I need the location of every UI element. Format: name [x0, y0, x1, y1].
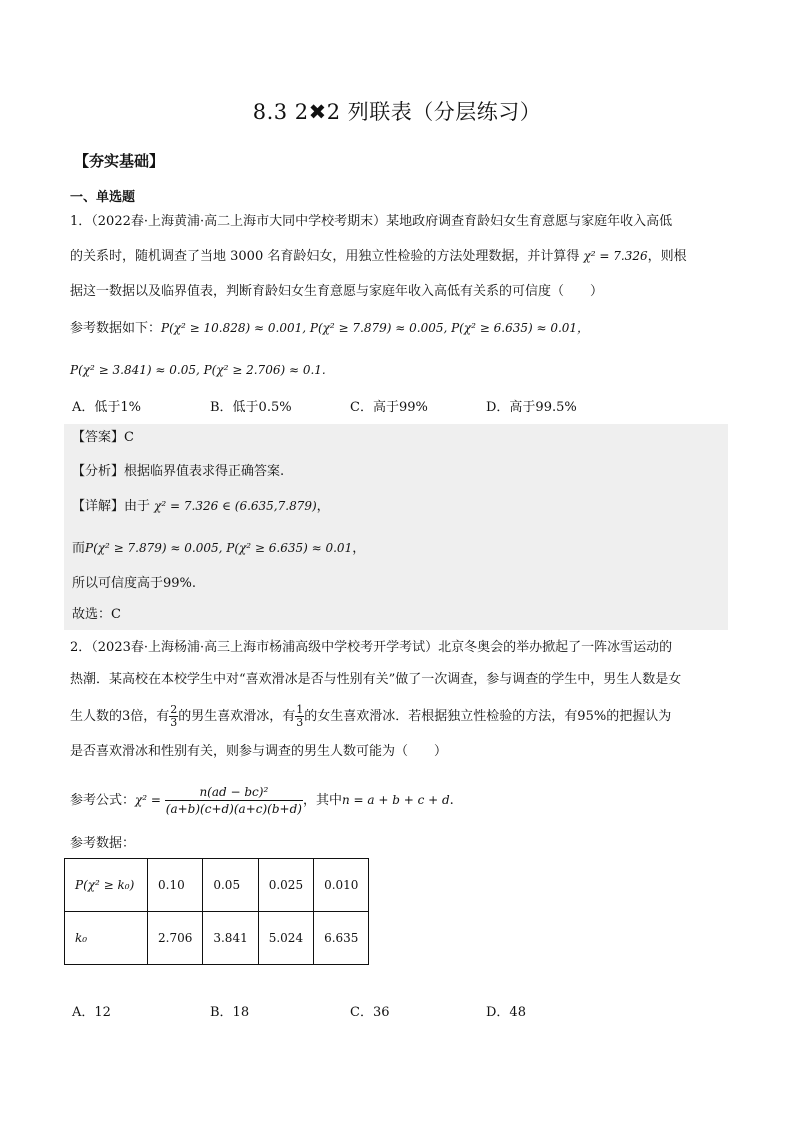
- q2-formula-fraction: [165, 784, 303, 817]
- q2-fraction-1-3: [295, 704, 304, 729]
- table-cell: 5.024: [258, 912, 313, 965]
- q2-formula-den: (a+b)(c+d)(a+c)(b+d): [165, 802, 302, 816]
- table-cell: 0.025: [258, 859, 313, 912]
- q1-detail2-prefix: 而: [72, 541, 86, 556]
- q1-ref-values1: P(χ² ≥ 10.828) ≈ 0.001, P(χ² ≥ 7.879) ≈ 0.005, P(χ² ≥ 6.635) ≈ 0.01，: [161, 321, 590, 335]
- q1-detail-suffix: ，: [316, 499, 330, 514]
- page-title: 8.3 2✖2 列联表（分层练习）: [252, 100, 542, 124]
- q2-line4: 是否喜欢滑冰和性别有关，则参与调查的男生人数可能为（ ）: [70, 744, 448, 759]
- q2-choice-a: A．12: [72, 1005, 111, 1020]
- table-header-cell: P(χ² ≥ k₀): [65, 859, 148, 912]
- frac2-num: 1: [296, 703, 304, 716]
- q2-formula-prefix: 参考公式：: [70, 793, 136, 808]
- q2-formula-end: .: [449, 793, 454, 808]
- table-cell: 6.635: [314, 912, 369, 965]
- table-cell: 2.706: [148, 912, 203, 965]
- section-heading: 【夯实基础】: [74, 152, 165, 170]
- q2-line3a: 生人数的3倍，有: [70, 709, 170, 724]
- q1-detail-formula: χ² = 7.326 ∈ (6.635,7.879): [154, 499, 317, 513]
- q1-detail2-suffix: ，: [352, 541, 366, 556]
- q1-detail: [72, 496, 330, 517]
- q1-line2: [70, 246, 724, 267]
- q2-line3: [70, 704, 724, 729]
- q1-detail-prefix: 【详解】由于: [72, 499, 155, 514]
- q2-line2: 热潮．某高校在本校学生中对“喜欢滑冰是否与性别有关”做了一次调查，参与调查的学生中，男生人数是女: [70, 672, 682, 687]
- table-cell: 3.841: [203, 912, 258, 965]
- subsection-heading: 一、单选题: [70, 190, 136, 205]
- table-row: [65, 859, 369, 912]
- q2-choice-b: B．18: [210, 1005, 250, 1020]
- q1-line1: 1．（2022春·上海黄浦·高二上海市大同中学校考期末）某地政府调查育龄妇女生育意愿与家庭年收入高低: [70, 214, 673, 229]
- q1-detail-line3: 所以可信度高于99%.: [72, 576, 197, 591]
- q1-answer-panel: [64, 424, 728, 630]
- q2-line3c: 的女生喜欢滑冰．若根据独立性检验的方法，有95%的把握认为: [304, 709, 672, 724]
- q1-ref-line1: [70, 318, 724, 339]
- q1-conclusion: 故选：C: [72, 607, 121, 622]
- q1-chi-value: χ² = 7.326: [583, 249, 648, 263]
- q1-analysis: 【分析】根据临界值表求得正确答案.: [72, 464, 285, 479]
- q1-detail-line2: [72, 538, 365, 559]
- q1-detail2-formula: P(χ² ≥ 7.879) ≈ 0.005, P(χ² ≥ 6.635) ≈ 0.01: [85, 541, 353, 555]
- q2-formula-n: n = a + b + c + d: [341, 793, 450, 807]
- table-row: [65, 912, 369, 965]
- table-cell: 0.05: [203, 859, 258, 912]
- q1-ref-line2: P(χ² ≥ 3.841) ≈ 0.05, P(χ² ≥ 2.706) ≈ 0.1.: [70, 363, 326, 377]
- q2-formula-lhs: χ² =: [135, 793, 165, 807]
- frac2-den: 3: [296, 716, 304, 729]
- q2-formula-line: [70, 784, 724, 817]
- q2-line1: 2．（2023春·上海杨浦·高三上海市杨浦高级中学校考开学考试）北京冬奥会的举办掀起了一阵冰雪运动的: [70, 640, 673, 655]
- q2-choice-c: C．36: [350, 1005, 390, 1020]
- q1-choice-d: D．高于99.5%: [486, 400, 577, 415]
- q1-choice-b: B．低于0.5%: [210, 400, 292, 415]
- q2-formula-num: n(ad − bc)²: [165, 784, 303, 801]
- table-cell: 0.010: [314, 859, 369, 912]
- q1-choice-c: C．高于99%: [350, 400, 428, 415]
- table-header-cell: k₀: [65, 912, 148, 965]
- q1-ref-prefix: 参考数据如下：: [70, 321, 162, 336]
- critical-value-table: [64, 858, 369, 965]
- q1-line3: 据这一数据以及临界值表，判断育龄妇女生育意愿与家庭年收入高低有关系的可信度（ ）: [70, 284, 604, 299]
- q2-data-label: 参考数据：: [70, 836, 136, 851]
- q1-line2a: 的关系时，随机调查了当地 3000 名育龄妇女，用独立性检验的方法处理数据，并计算得: [70, 249, 584, 264]
- frac1-den: 3: [170, 716, 178, 729]
- q2-fraction-2-3: [169, 704, 178, 729]
- q1-choice-a: A．低于1%: [72, 400, 142, 415]
- q2-line3b: 的男生喜欢滑冰，有: [178, 709, 296, 724]
- q1-line2b: ，则根: [647, 249, 687, 264]
- q2-formula-suffix: ，其中: [302, 793, 342, 808]
- q2-choice-d: D．48: [486, 1005, 526, 1020]
- table-cell: 0.10: [148, 859, 203, 912]
- q1-answer: 【答案】C: [72, 430, 134, 445]
- frac1-num: 2: [170, 703, 178, 716]
